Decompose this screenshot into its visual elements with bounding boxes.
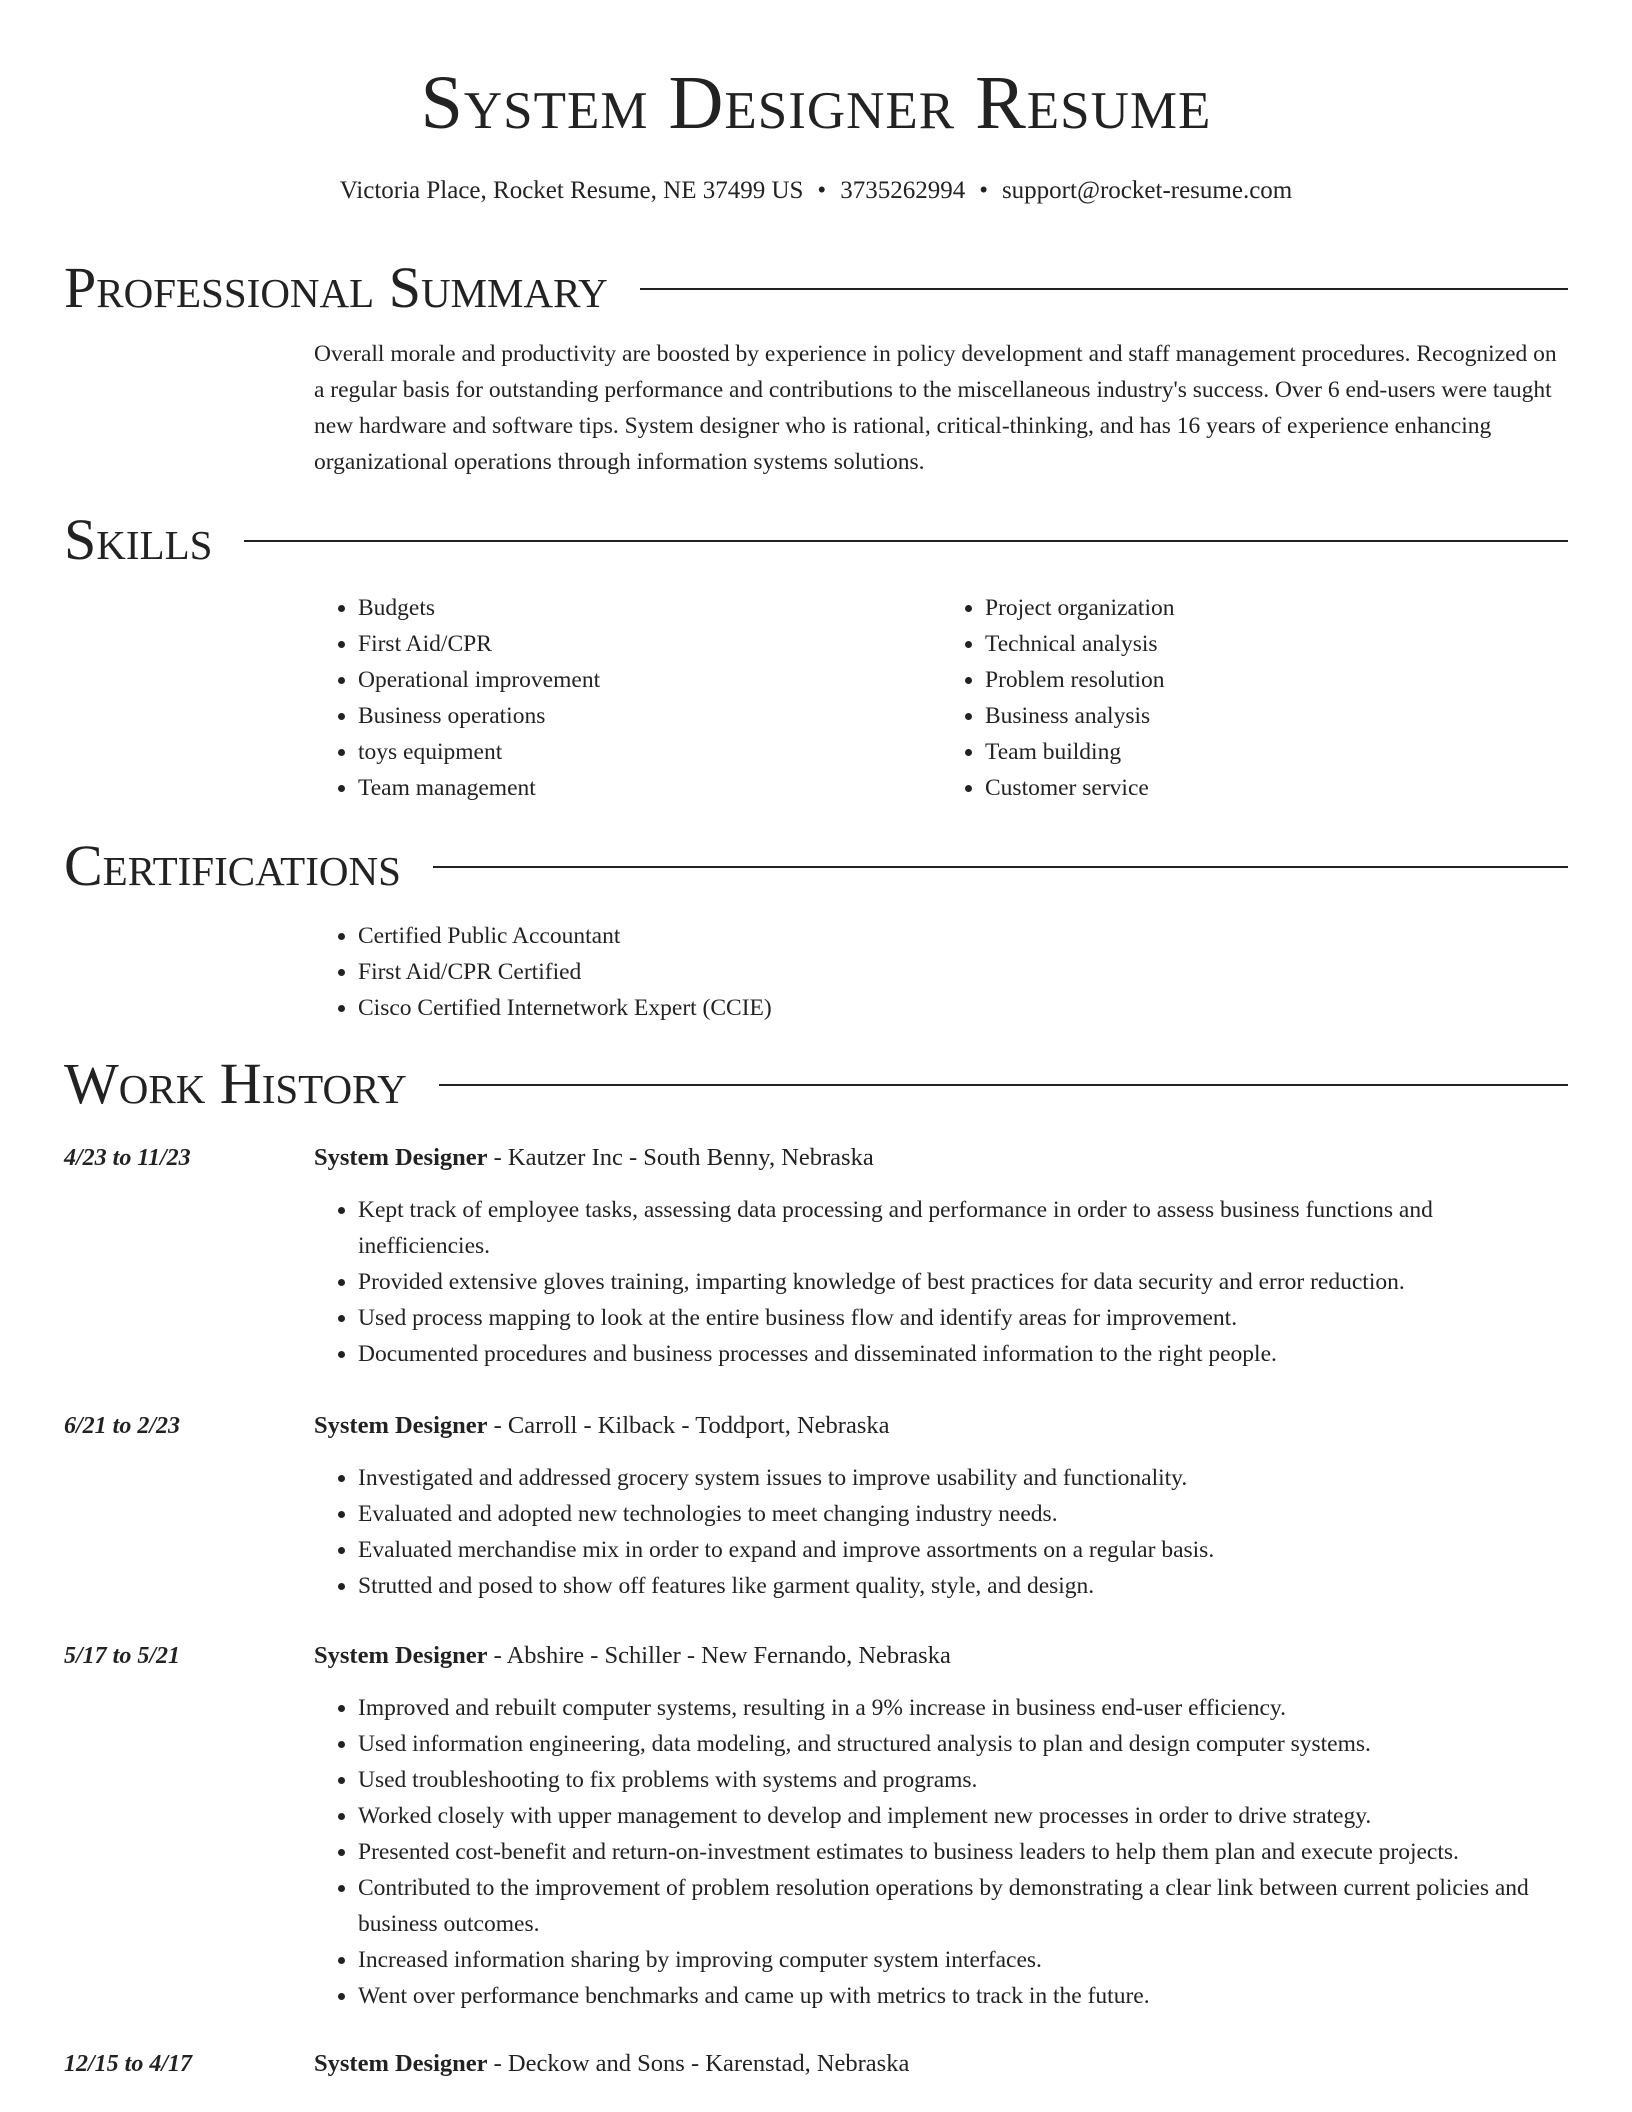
contact-address: Victoria Place, Rocket Resume, NE 37499 US [339, 177, 804, 204]
job-duties [314, 1192, 1568, 1372]
job-dates: 6/21 to 2/23 [64, 1413, 181, 1439]
duty-item: • Provided extensive gloves training, imparting knowledge of best practices for data security and error reduction. [358, 1264, 1568, 1300]
duty-item: • Evaluated and adopted new technologies to meet changing industry needs. [358, 1496, 1568, 1532]
skill-item: • Team building [985, 734, 1568, 770]
certification-item: • Certified Public Accountant [358, 918, 1568, 954]
skill-item: • Project organization [985, 590, 1568, 626]
skill-item: • First Aid/CPR [358, 626, 941, 662]
skills-columns [314, 590, 1568, 806]
job-duties [314, 1690, 1568, 2014]
contact-line [64, 174, 1568, 208]
certifications-section-header [64, 834, 1568, 898]
skill-item: • Business operations [358, 698, 941, 734]
job-header [314, 1638, 951, 1674]
contact-email: support@rocket-resume.com [1001, 177, 1293, 204]
duty-item: • Used information engineering, data modeling, and structured analysis to plan and design computer systems. [358, 1726, 1568, 1762]
skill-item: • Operational improvement [358, 662, 941, 698]
duty-item: • Investigated and addressed grocery system issues to improve usability and functionality. [358, 1460, 1568, 1496]
job-header [314, 1408, 889, 1444]
resume-title: System Designer Resume [420, 61, 1212, 145]
section-divider [433, 866, 1568, 868]
job-employer: - Abshire - Schiller - New Fernando, Nebraska [487, 1642, 951, 1669]
duty-item: • Used troubleshooting to fix problems with systems and programs. [358, 1762, 1568, 1798]
duty-item: • Improved and rebuilt computer systems, resulting in a 9% increase in business end-user efficiency. [358, 1690, 1568, 1726]
duty-item: • Worked closely with upper management to develop and implement new processes in order to drive strategy. [358, 1798, 1568, 1834]
section-divider [244, 540, 1568, 542]
skill-item: • Technical analysis [985, 626, 1568, 662]
job-dates: 12/15 to 4/17 [64, 2051, 193, 2077]
duty-item: • Used process mapping to look at the entire business flow and identify areas for improvement. [358, 1300, 1568, 1336]
certifications-heading: Certifications [64, 833, 401, 898]
certification-item: • First Aid/CPR Certified [358, 954, 1568, 990]
duty-item: • Evaluated merchandise mix in order to expand and improve assortments on a regular basis. [358, 1532, 1568, 1568]
job-header [314, 1140, 874, 1176]
skill-item: • toys equipment [358, 734, 941, 770]
skills-body [314, 590, 1568, 806]
certifications-body [314, 918, 1568, 1026]
summary-section-header [64, 256, 1568, 320]
skill-item: • Business analysis [985, 698, 1568, 734]
job-employer: - Deckow and Sons - Karenstad, Nebraska [487, 2050, 910, 2077]
skills-heading: Skills [64, 507, 213, 572]
certification-item: • Cisco Certified Internetwork Expert (CCIE) [358, 990, 1568, 1026]
duty-item: • Went over performance benchmarks and came up with metrics to track in the future. [358, 1978, 1568, 2014]
work-section-header [64, 1052, 1568, 1116]
job-duties [314, 1460, 1568, 1604]
job-role: System Designer [314, 1412, 488, 1439]
duty-item: • Kept track of employee tasks, assessing data processing and performance in order to assess business functions and inefficiencies. [358, 1192, 1568, 1264]
duty-list [314, 1192, 1568, 1372]
skills-section-header [64, 508, 1568, 572]
duty-item: • Documented procedures and business processes and disseminated information to the right people. [358, 1336, 1568, 1372]
duty-item: • Presented cost-benefit and return-on-investment estimates to business leaders to help them plan and execute projects. [358, 1834, 1568, 1870]
duty-list [314, 1460, 1568, 1604]
duty-item: • Contributed to the improvement of problem resolution operations by demonstrating a clear link between current policies and business outcomes. [358, 1870, 1568, 1942]
section-divider [439, 1084, 1568, 1086]
job-dates: 4/23 to 11/23 [64, 1145, 191, 1171]
skills-list-left [314, 590, 941, 806]
contact-separator: • [979, 177, 988, 204]
summary-text: Overall morale and productivity are boosted by experience in policy development and staff management procedures. Recognized on a regular basis for outstanding performance and contributions to the miscellaneous industry's success. Over 6 end-users were taught new hardware and software tips. System designer who is rational, critical-thinking, and has 16 years of experience enhancing organizational operations through information systems solutions. [314, 341, 1557, 475]
job-dates: 5/17 to 5/21 [64, 1643, 181, 1669]
job-header [314, 2046, 909, 2082]
job-role: System Designer [314, 2050, 488, 2077]
job-role: System Designer [314, 1144, 488, 1171]
job-employer: - Kautzer Inc - South Benny, Nebraska [487, 1144, 874, 1171]
certifications-list [314, 918, 1568, 1026]
section-divider [640, 288, 1568, 290]
skill-item: • Problem resolution [985, 662, 1568, 698]
job-role: System Designer [314, 1642, 488, 1669]
work-heading: Work History [64, 1051, 407, 1116]
skill-item: • Budgets [358, 590, 941, 626]
duty-item: • Increased information sharing by improving computer system interfaces. [358, 1942, 1568, 1978]
summary-body [314, 336, 1568, 480]
duty-list [314, 1690, 1568, 2014]
skill-item: • Customer service [985, 770, 1568, 806]
job-employer: - Carroll - Kilback - Toddport, Nebraska [487, 1412, 890, 1439]
duty-item: • Strutted and posed to show off features like garment quality, style, and design. [358, 1568, 1568, 1604]
skill-item: • Team management [358, 770, 941, 806]
contact-phone: 3735262994 [840, 177, 966, 204]
skills-list-right [941, 590, 1568, 806]
contact-separator: • [817, 177, 827, 204]
summary-heading: Professional Summary [64, 255, 608, 320]
